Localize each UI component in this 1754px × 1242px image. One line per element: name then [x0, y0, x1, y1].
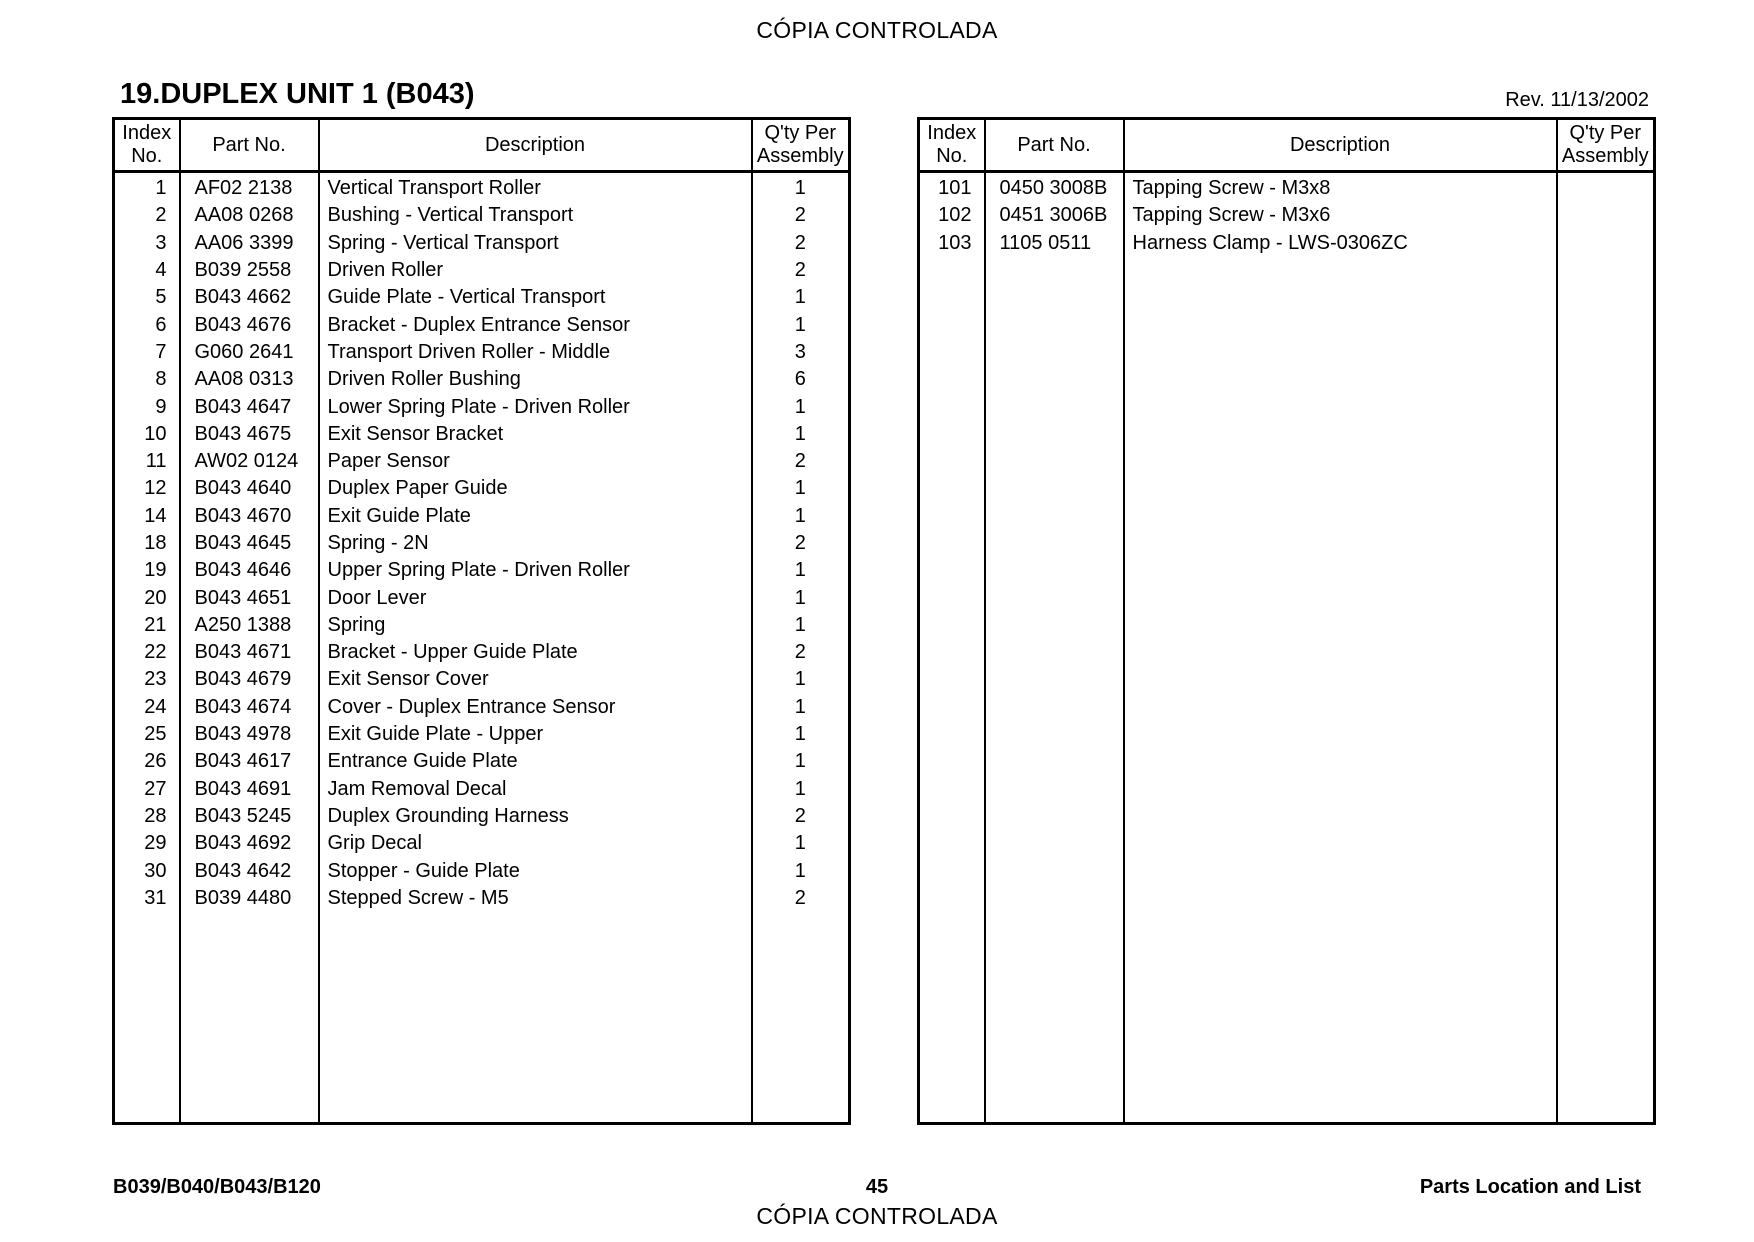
cell-index-no: 12 — [114, 475, 180, 502]
cell-description: Grip Decal — [319, 830, 752, 857]
empty-cell — [319, 912, 752, 1123]
table-row — [114, 230, 850, 257]
cell-qty: 1 — [794, 313, 806, 336]
table-row — [114, 393, 850, 420]
table-filler-row — [114, 912, 850, 1123]
cell-part-no: B043 4676 — [180, 311, 319, 338]
cell-description: Transport Driven Roller - Middle — [319, 339, 752, 366]
empty-cell — [985, 257, 1124, 1124]
table-row — [114, 503, 850, 530]
cell-description: Door Lever — [319, 584, 752, 611]
cell-index-no: 30 — [114, 857, 180, 884]
cell-part-no: B039 4480 — [180, 885, 319, 912]
cell-description: Guide Plate - Vertical Transport — [319, 284, 752, 311]
cell-description: Vertical Transport Roller — [319, 172, 752, 203]
cell-part-no: B043 4691 — [180, 776, 319, 803]
footer-page-number: 45 — [865, 1176, 889, 1198]
cell-description: Driven Roller Bushing — [319, 366, 752, 393]
table-row — [114, 885, 850, 912]
cell-qty: 1 — [794, 395, 806, 418]
column-header-part-no: Part No. — [985, 119, 1124, 172]
cell-description: Harness Clamp - LWS-0306ZC — [1124, 230, 1557, 257]
table-row — [919, 172, 1655, 203]
cell-qty: 1 — [794, 859, 806, 882]
cell-index-no: 22 — [114, 639, 180, 666]
column-header-qty: Q'ty Per Assembly — [1557, 119, 1655, 172]
cell-qty: 2 — [794, 204, 806, 227]
cell-qty: 1 — [794, 177, 806, 200]
table-row — [114, 366, 850, 393]
section-title: 19.DUPLEX UNIT 1 (B043) — [120, 78, 475, 110]
cell-description: Upper Spring Plate - Driven Roller — [319, 557, 752, 584]
cell-part-no: B043 4670 — [180, 503, 319, 530]
cell-description: Paper Sensor — [319, 448, 752, 475]
table-row — [114, 748, 850, 775]
table-row — [114, 721, 850, 748]
table-row — [919, 230, 1655, 257]
cell-qty: 1 — [794, 695, 806, 718]
cell-part-no: 0451 3006B — [985, 202, 1124, 229]
revision-date: Rev. 11/13/2002 — [1505, 89, 1649, 111]
cell-index-no: 19 — [114, 557, 180, 584]
cell-part-no: AA06 3399 — [180, 230, 319, 257]
cell-qty: 1 — [794, 559, 806, 582]
parts-table-right-body — [919, 172, 1655, 1124]
empty-cell — [180, 912, 319, 1123]
cell-part-no: AW02 0124 — [180, 448, 319, 475]
cell-description: Driven Roller — [319, 257, 752, 284]
cell-description: Stopper - Guide Plate — [319, 857, 752, 884]
table-row — [114, 694, 850, 721]
cell-index-no: 14 — [114, 503, 180, 530]
cell-qty: 1 — [794, 422, 806, 445]
cell-part-no: 0450 3008B — [985, 172, 1124, 203]
cell-description: Entrance Guide Plate — [319, 748, 752, 775]
cell-qty: 6 — [794, 368, 806, 391]
cell-description: Exit Guide Plate — [319, 503, 752, 530]
cell-qty: 2 — [794, 532, 806, 554]
cell-part-no: B043 4978 — [180, 721, 319, 748]
table-row — [114, 584, 850, 611]
table-row — [114, 530, 850, 557]
cell-index-no: 27 — [114, 776, 180, 803]
table-row — [114, 284, 850, 311]
cell-part-no: B043 4662 — [180, 284, 319, 311]
cell-description: Bracket - Upper Guide Plate — [319, 639, 752, 666]
cell-qty: 2 — [794, 450, 806, 473]
cell-qty — [1557, 230, 1655, 257]
cell-qty: 1 — [794, 668, 806, 691]
table-row — [114, 857, 850, 884]
cell-index-no: 20 — [114, 584, 180, 611]
column-header-part-no: Part No. — [180, 119, 319, 172]
table-header-row — [919, 119, 1655, 172]
cell-index-no: 29 — [114, 830, 180, 857]
footer-model-numbers: B039/B040/B043/B120 — [113, 1176, 321, 1198]
cell-qty: 2 — [794, 804, 806, 827]
cell-index-no: 26 — [114, 748, 180, 775]
cell-qty — [1557, 202, 1655, 229]
cell-index-no: 101 — [919, 172, 985, 203]
cell-part-no: AF02 2138 — [180, 172, 319, 203]
empty-cell — [1557, 257, 1655, 1124]
cell-description: Exit Guide Plate - Upper — [319, 721, 752, 748]
cell-description: Exit Sensor Cover — [319, 666, 752, 693]
cell-part-no: B043 4679 — [180, 666, 319, 693]
cell-qty — [1557, 172, 1655, 203]
controlled-copy-watermark-top: CÓPIA CONTROLADA — [756, 17, 998, 43]
parts-table-right — [917, 117, 1656, 1125]
table-row — [114, 448, 850, 475]
cell-qty: 1 — [794, 504, 806, 527]
cell-qty: 1 — [794, 613, 806, 636]
table-header-row — [114, 119, 850, 172]
cell-description: Bushing - Vertical Transport — [319, 202, 752, 229]
cell-part-no: B043 5245 — [180, 803, 319, 830]
empty-cell — [919, 257, 985, 1124]
cell-description: Lower Spring Plate - Driven Roller — [319, 393, 752, 420]
footer-section-name: Parts Location and List — [1419, 1176, 1641, 1198]
cell-part-no: B043 4674 — [180, 694, 319, 721]
cell-qty: 2 — [794, 259, 806, 282]
cell-index-no: 21 — [114, 612, 180, 639]
cell-index-no: 23 — [114, 666, 180, 693]
cell-index-no: 5 — [114, 284, 180, 311]
cell-part-no: B043 4642 — [180, 857, 319, 884]
cell-part-no: B043 4617 — [180, 748, 319, 775]
table-row — [114, 666, 850, 693]
empty-cell — [1124, 257, 1557, 1124]
cell-index-no: 103 — [919, 230, 985, 257]
cell-description: Cover - Duplex Entrance Sensor — [319, 694, 752, 721]
cell-part-no: AA08 0268 — [180, 202, 319, 229]
column-header-index: Index No. — [114, 119, 180, 172]
table-row — [919, 202, 1655, 229]
cell-index-no: 9 — [114, 393, 180, 420]
cell-qty: 1 — [794, 286, 806, 309]
parts-table-left — [112, 117, 851, 1125]
cell-part-no: B043 4647 — [180, 393, 319, 420]
cell-index-no: 6 — [114, 311, 180, 338]
cell-description: Duplex Grounding Harness — [319, 803, 752, 830]
cell-part-no: B043 4651 — [180, 584, 319, 611]
table-row — [114, 311, 850, 338]
cell-index-no: 25 — [114, 721, 180, 748]
cell-qty: 3 — [794, 340, 806, 363]
cell-qty: 1 — [794, 586, 806, 609]
cell-index-no: 4 — [114, 257, 180, 284]
cell-qty: 2 — [794, 231, 806, 254]
cell-index-no: 3 — [114, 230, 180, 257]
cell-qty: 2 — [794, 886, 806, 909]
cell-index-no: 2 — [114, 202, 180, 229]
table-row — [114, 612, 850, 639]
cell-index-no: 28 — [114, 803, 180, 830]
cell-description: Exit Sensor Bracket — [319, 421, 752, 448]
cell-qty: 2 — [794, 641, 806, 664]
cell-index-no: 24 — [114, 694, 180, 721]
cell-part-no: B043 4675 — [180, 421, 319, 448]
cell-index-no: 11 — [114, 448, 180, 475]
table-row — [114, 202, 850, 229]
cell-part-no: A250 1388 — [180, 612, 319, 639]
cell-qty: 1 — [794, 477, 806, 500]
table-row — [114, 557, 850, 584]
controlled-copy-watermark-bottom: CÓPIA CONTROLADA — [756, 1203, 998, 1229]
table-row — [114, 421, 850, 448]
cell-description: Spring - Vertical Transport — [319, 230, 752, 257]
cell-description: Tapping Screw - M3x8 — [1124, 172, 1557, 203]
column-header-description: Description — [1124, 119, 1557, 172]
cell-index-no: 7 — [114, 339, 180, 366]
column-header-qty: Q'ty Per Assembly — [752, 119, 850, 172]
empty-cell — [114, 912, 180, 1123]
cell-qty: 1 — [794, 723, 806, 746]
table-row — [114, 339, 850, 366]
cell-index-no: 31 — [114, 885, 180, 912]
column-header-description: Description — [319, 119, 752, 172]
cell-description: Jam Removal Decal — [319, 776, 752, 803]
cell-part-no: B043 4640 — [180, 475, 319, 502]
cell-index-no: 10 — [114, 421, 180, 448]
parts-table-left-body — [114, 172, 850, 1124]
cell-qty: 1 — [794, 750, 806, 773]
cell-description: Spring - 2N — [319, 530, 752, 557]
table-row — [114, 172, 850, 203]
column-header-index: Index No. — [919, 119, 985, 172]
empty-cell — [752, 912, 850, 1123]
cell-index-no: 102 — [919, 202, 985, 229]
cell-description: Tapping Screw - M3x6 — [1124, 202, 1557, 229]
cell-part-no: B043 4645 — [180, 530, 319, 557]
table-row — [114, 639, 850, 666]
table-row — [114, 475, 850, 502]
cell-description: Bracket - Duplex Entrance Sensor — [319, 311, 752, 338]
cell-qty: 1 — [794, 832, 806, 855]
cell-part-no: B043 4646 — [180, 557, 319, 584]
cell-description: Stepped Screw - M5 — [319, 885, 752, 912]
cell-description: Spring — [319, 612, 752, 639]
cell-index-no: 18 — [114, 530, 180, 557]
cell-part-no: B039 2558 — [180, 257, 319, 284]
cell-part-no: AA08 0313 — [180, 366, 319, 393]
cell-index-no: 8 — [114, 366, 180, 393]
table-row — [114, 803, 850, 830]
table-filler-row — [919, 257, 1655, 1124]
table-row — [114, 830, 850, 857]
cell-part-no: G060 2641 — [180, 339, 319, 366]
cell-index-no: 1 — [114, 172, 180, 203]
cell-description: Duplex Paper Guide — [319, 475, 752, 502]
table-row — [114, 776, 850, 803]
cell-qty: 1 — [794, 777, 806, 800]
cell-part-no: B043 4692 — [180, 830, 319, 857]
cell-part-no: B043 4671 — [180, 639, 319, 666]
table-row — [114, 257, 850, 284]
cell-part-no: 1105 0511 — [985, 230, 1124, 257]
